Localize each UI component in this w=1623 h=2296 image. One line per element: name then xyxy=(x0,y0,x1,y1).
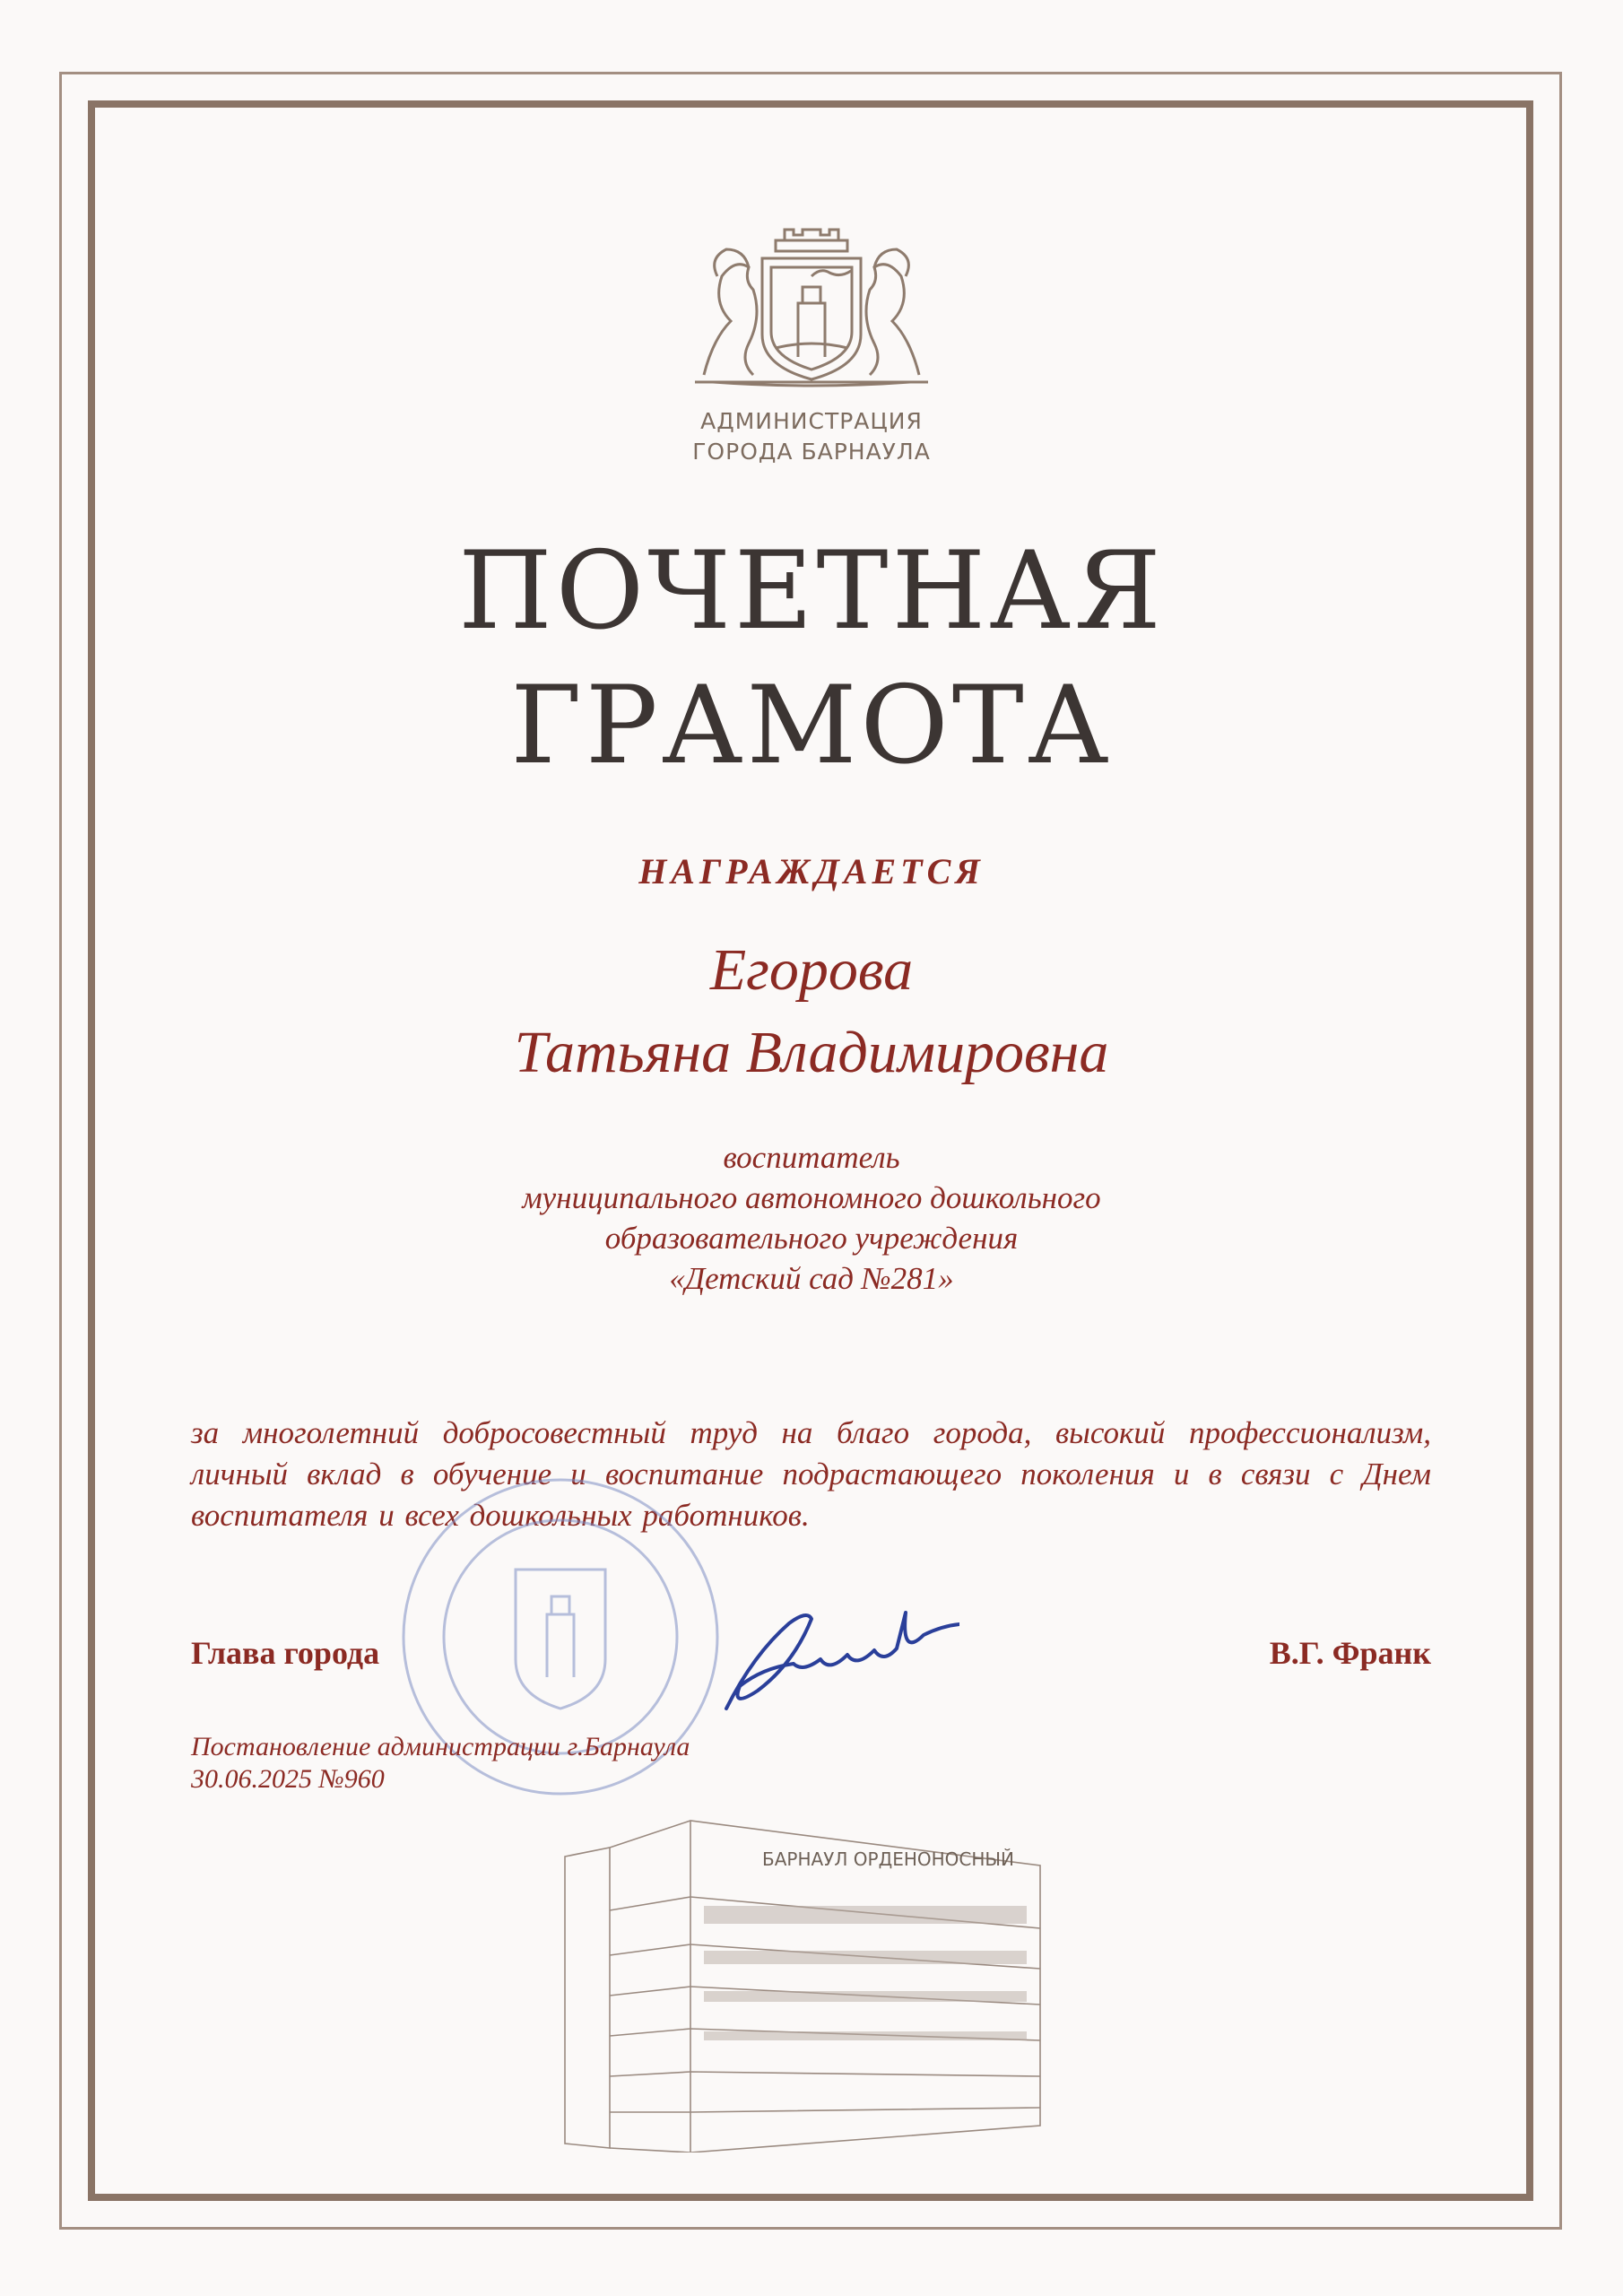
organization-name xyxy=(538,406,1085,467)
recipient-name xyxy=(269,929,1354,1094)
awarded-label: НАГРАЖДАЕТСЯ xyxy=(638,851,985,891)
decree-line1: Постановление администрации г.Барнаула xyxy=(191,1732,690,1761)
certificate-title xyxy=(233,525,1390,794)
decree-reference xyxy=(191,1731,908,1796)
position-line1: воспитатель xyxy=(723,1140,900,1175)
position-line2: муниципального автономного дошкольного xyxy=(522,1180,1101,1215)
award-citation: за многолетний добросовестный труд на благо города, высокий профессионализм, личный вклад в обучение и воспитание подрастающего поколения и в связи с Днем воспитателя и всех дошкольных работников. xyxy=(191,1415,1431,1533)
city-building-illustration-icon xyxy=(556,1803,1058,2152)
signature-icon xyxy=(708,1565,959,1726)
recipient-given-names: Татьяна Владимировна xyxy=(514,1020,1109,1085)
certificate-title-line1: ПОЧЕТНАЯ xyxy=(458,529,1165,654)
signatory-name: В.Г. Франк xyxy=(1269,1635,1431,1671)
position-line4: «Детский сад №281» xyxy=(669,1261,954,1296)
organization-name-line1: АДМИНИСТРАЦИЯ xyxy=(700,408,923,434)
position-line3: образовательного учреждения xyxy=(604,1221,1019,1256)
recipient-position xyxy=(377,1137,1246,1299)
signatory-title: Глава города xyxy=(191,1635,380,1671)
decree-line2: 30.06.2025 №960 xyxy=(191,1764,385,1794)
coat-of-arms-icon xyxy=(677,222,946,393)
organization-name-line2: ГОРОДА БАРНАУЛА xyxy=(692,439,931,465)
recipient-surname: Егорова xyxy=(709,937,914,1003)
building-sign-text: БАРНАУЛ ОРДЕНОНОСНЫЙ xyxy=(762,1848,1015,1870)
certificate-title-line2: ГРАМОТА xyxy=(510,664,1113,788)
